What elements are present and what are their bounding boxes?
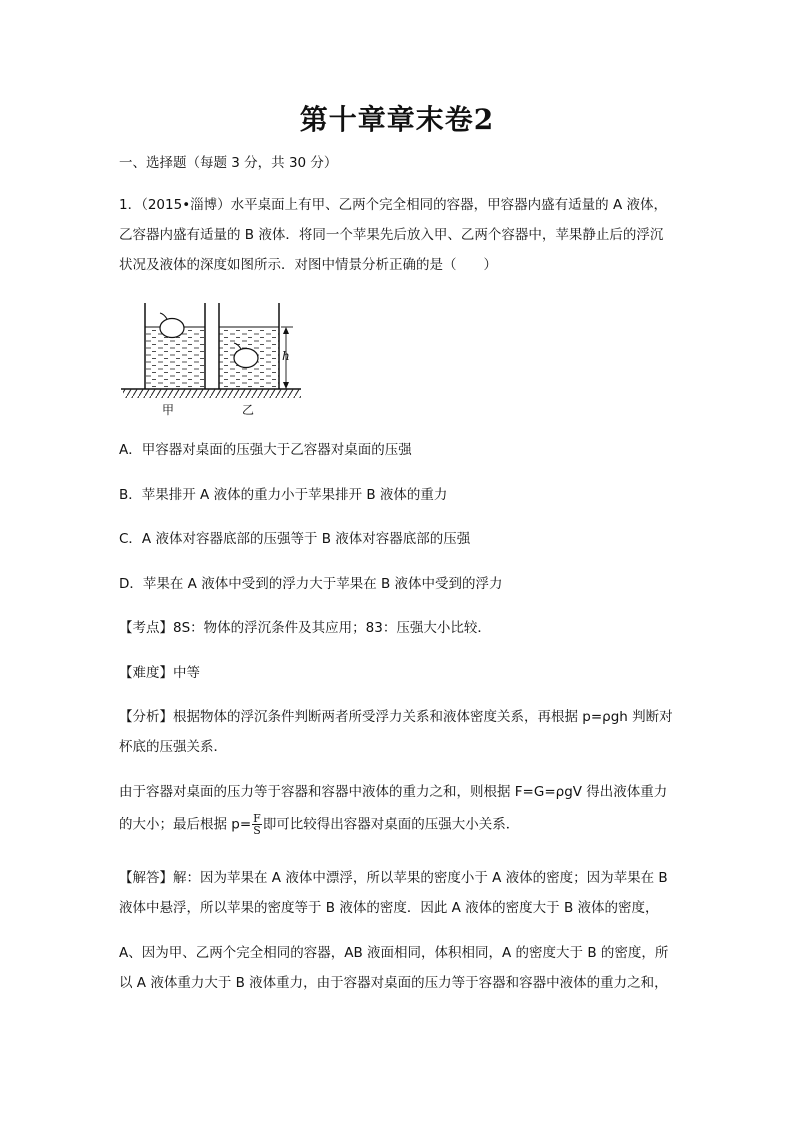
fraction-f-over-s	[252, 813, 262, 836]
question-line-3: 状况及液体的深度如图所示．对图中情景分析正确的是（ ）	[119, 257, 497, 273]
fenxi-line-3: 由于容器对桌面的压力等于容器和容器中液体的重力之和，则根据 F=G=ρgV 得出液体重力	[119, 784, 668, 800]
question-line-1: 1．（2015•淄博）水平桌面上有甲、乙两个完全相同的容器，甲容器内盛有适量的 A 液体，	[119, 197, 667, 213]
container-jia	[145, 303, 205, 389]
option-d: D．苹果在 A 液体中受到的浮力大于苹果在 B 液体中受到的浮力	[119, 576, 503, 592]
height-marker	[281, 327, 293, 389]
fenxi-line-4-post: 即可比较得出容器对桌面的压强大小关系．	[262, 816, 520, 833]
jieda-line-1: 【解答】解：因为苹果在 A 液体中漂浮，所以苹果的密度小于 A 液体的密度；因为苹果在 B	[119, 870, 668, 886]
page-title: 第十章章末卷2	[299, 103, 495, 136]
section-heading: 一、选择题（每题 3 分，共 30 分）	[119, 155, 338, 171]
label-jia: 甲	[162, 403, 175, 417]
label-yi: 乙	[242, 403, 255, 417]
ground-hatch	[123, 389, 301, 398]
nandu-text: 【难度】中等	[119, 665, 200, 681]
height-label: h	[282, 349, 290, 363]
fraction-denominator: S	[253, 824, 261, 837]
jieda-line-3: A、因为甲、乙两个完全相同的容器，AB 液面相同，体积相同，A 的密度大于 B 的密度，所	[119, 945, 669, 961]
option-c: C．A 液体对容器底部的压强等于 B 液体对容器底部的压强	[119, 531, 471, 547]
kaodian-text: 【考点】8S：物体的浮沉条件及其应用；83：压强大小比较．	[119, 620, 491, 636]
fraction-numerator: F	[253, 812, 261, 825]
option-a: A．甲容器对桌面的压强大于乙容器对桌面的压强	[119, 442, 412, 458]
fenxi-line-4-pre: 的大小；最后根据 p=	[119, 816, 252, 833]
fenxi-line-4	[119, 813, 519, 836]
container-yi	[219, 303, 279, 389]
fenxi-line-2: 杯底的压强关系．	[119, 739, 227, 755]
jieda-line-2: 液体中悬浮，所以苹果的密度等于 B 液体的密度．因此 A 液体的密度大于 B 液体的密度，	[119, 900, 659, 916]
option-b: B．苹果排开 A 液体的重力小于苹果排开 B 液体的重力	[119, 487, 448, 503]
fenxi-line-1: 【分析】根据物体的浮沉条件判断两者所受浮力关系和液体密度关系，再根据 p=ρgh 判断对	[119, 709, 673, 725]
apple-suspended	[234, 349, 258, 368]
containers-figure	[121, 296, 306, 422]
apple-floating	[160, 319, 184, 338]
question-line-2: 乙容器内盛有适量的 B 液体．将同一个苹果先后放入甲、乙两个容器中，苹果静止后的浮沉	[119, 227, 664, 243]
jieda-line-4: 以 A 液体重力大于 B 液体重力，由于容器对桌面的压力等于容器和容器中液体的重力之和，	[119, 975, 668, 991]
